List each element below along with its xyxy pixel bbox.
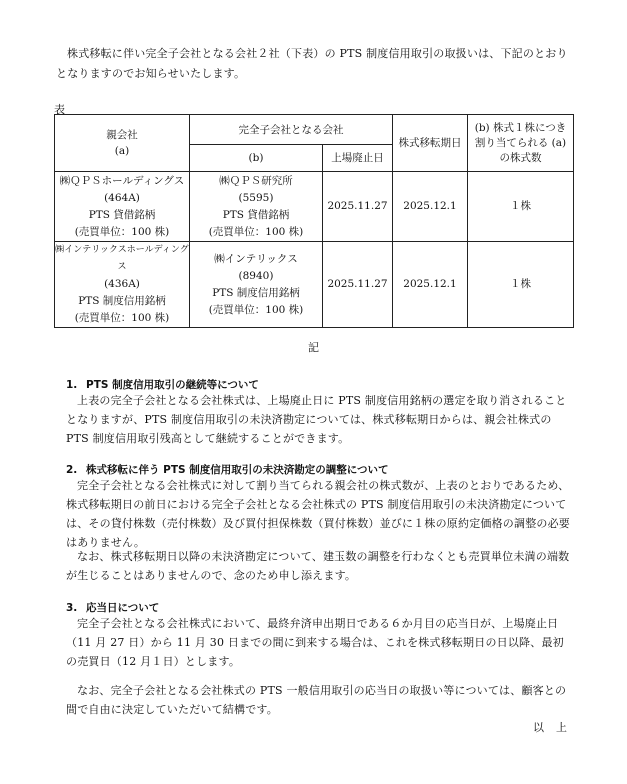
parent-code: (436A) [104,278,140,290]
parent-cell [55,172,190,242]
parent-cell [55,242,190,328]
section-1-title: 1. PTS 制度信用取引の継続等について [66,379,259,391]
section-2-title: 2. 株式移転に伴う PTS 制度信用取引の未決済勘定の調整について [66,464,389,476]
parent-name: ㈱ＱＰＳホールディングス [59,174,185,187]
subsidiary-code: (8940) [238,269,274,282]
subsidiary-cell [190,242,323,328]
subsidiary-type: PTS 制度信用銘柄 [212,286,300,299]
stock-transfer-table [54,114,574,328]
header-subsidiary: 完全子会社となる会社 [190,115,393,145]
parent-unit: (売買単位：100 株) [74,312,170,324]
closing-mark: 以上 [533,721,579,734]
delisting-date: 2025.11.27 [323,242,393,328]
header-transfer-date: 株式移転期日 [393,115,468,172]
section-2-paragraph-1: 完全子会社となる会社株式に対して割り当てられる親会社の株式数が、上表のとおりであるため、株式移転期日の前日における完全子会社となる会社株式の PTS 制度信用取引の未決済勘定については、その貸付株数（売付株数）及び買付担保株数（買付株数）並びに１株の原約定価格の調整の必要はありません。 [66,479,570,549]
section-2-paragraph-2: なお、株式移転期日以降の未決済勘定について、建玉数の調整を行わなくとも売買単位未満の端数が生じることはありませんので、念のため申し添えます。 [66,550,570,582]
table-header-row [55,115,574,145]
section-3-title: 3. 応当日について [66,602,160,614]
parent-unit: (売買単位：100 株) [74,225,170,238]
header-parent: 親会社 (a) [55,115,190,172]
table-row [55,242,574,328]
subsidiary-unit: (売買単位：100 株) [208,225,304,238]
parent-type: PTS 貸借銘柄 [88,208,156,221]
header-subsidiary-sub: (b) [190,145,323,172]
center-mark: 記 [308,341,319,354]
parent-type: PTS 制度信用銘柄 [78,295,166,307]
transfer-date: 2025.12.1 [393,242,468,328]
delisting-date: 2025.11.27 [323,172,393,242]
section-3-paragraph: 完全子会社となる会社株式において、最終弁済申出期日である６か月目の応当日が、上場廃止日（11 月 27 日）から 11 月 30 日までの間に到来する場合は、これを株式移転期日の日以降、最初の売買日（12 月１日）とします。 [66,617,564,668]
header-allocation: (b) 株式１株につき割り当てられる (a) の株式数 [468,115,574,172]
section-1-paragraph: 上表の完全子会社となる会社株式は、上場廃止日に PTS 制度信用銘柄の選定を取り消されることとなりますが、PTS 制度信用取引の未決済勘定については、株式移転期日からは、親会社株式の PTS 制度信用取引残高として継続することができます。 [66,394,567,445]
header-delisting: 上場廃止日 [323,145,393,172]
parent-name: ㈱インテリックスホールディングス [55,245,189,272]
subsidiary-unit: (売買単位：100 株) [208,303,304,316]
intro-paragraph: 株式移転に伴い完全子会社となる会社２社（下表）の PTS 制度信用取引の取扱いは、下記のとおりとなりますのでお知らせいたします。 [56,47,568,80]
table-caption: 表 [54,103,65,116]
parent-code: (464A) [104,191,140,204]
table-row [55,172,574,242]
subsidiary-type: PTS 貸借銘柄 [222,208,290,221]
transfer-date: 2025.12.1 [393,172,468,242]
subsidiary-name: ㈱ＱＰＳ研究所 [219,174,293,187]
subsidiary-name: ㈱インテリックス [214,252,298,265]
subsidiary-cell [190,172,323,242]
allocation-ratio: １株 [468,242,574,328]
final-note: なお、完全子会社となる会社株式の PTS 一般信用取引の応当日の取扱い等については、顧客との間で自由に決定していただいて結構です。 [66,684,567,716]
subsidiary-code: (5595) [238,191,274,204]
allocation-ratio: １株 [468,172,574,242]
